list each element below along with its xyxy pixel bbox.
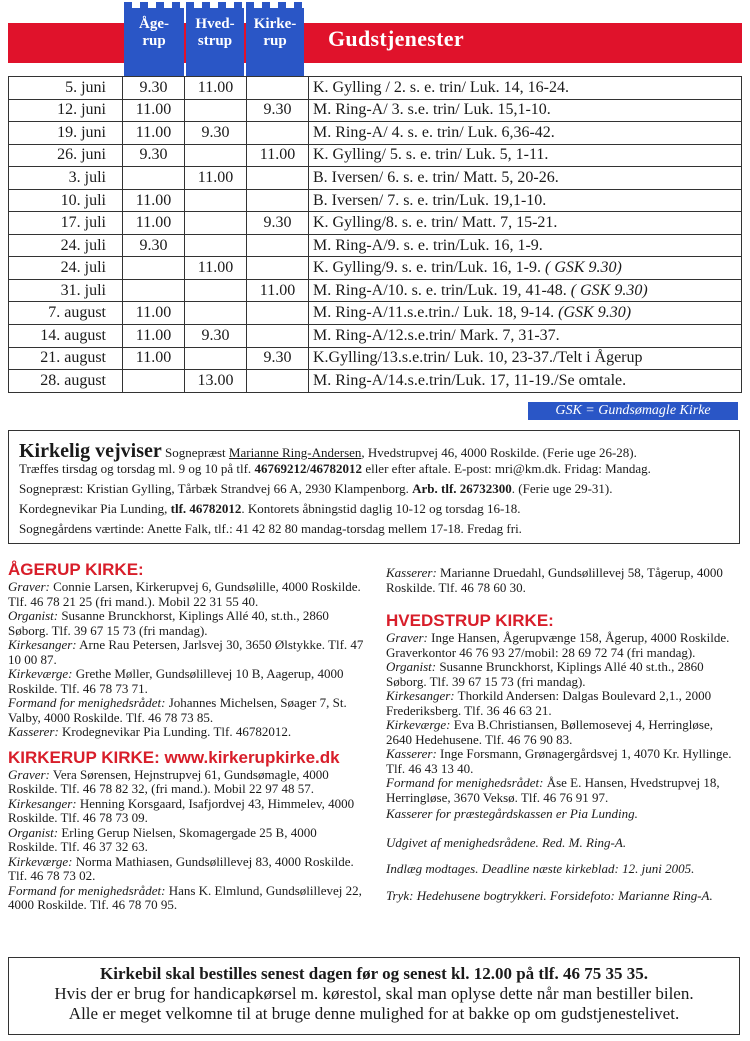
hvedstrup-time xyxy=(185,144,247,167)
footer-line-2: Hvis der er brug for handicapkørsel m. kørestol, skal man oplyse dette når man bestiller bilen. xyxy=(54,984,694,1003)
pastor-name: Marianne Ring-Andersen xyxy=(228,445,362,460)
hvedstrup-extra: Kasserer for præstegårdskassen er Pia Lunding. xyxy=(386,806,638,821)
kirkerup-entry: Formand for menighedsrådet: Hans K. Elmlund, Gundsølillevej 22, 4000 Roskilde. Tlf. 46 78 70 95. xyxy=(8,882,362,912)
hvedstrup-entry: Organist: Susanne Brunckhorst, Kiplings Allé 40 st.th., 2860 Søborg. Tlf. 39 67 15 73 (fri mandag). xyxy=(386,659,704,689)
colophon-indlaeg: Indlæg modtages. Deadline næste kirkeblad: 12. juni 2005. xyxy=(386,861,695,876)
schedule-row xyxy=(9,257,742,280)
schedule-row xyxy=(9,122,742,145)
kirkerup-entries xyxy=(8,768,364,913)
agerup-entry: Kirkeværge: Grethe Møller, Gundsølillevej 10 B, Aagerup, 4000 Roskilde. Tlf. 46 78 73 71. xyxy=(8,666,344,696)
schedule-row xyxy=(9,370,742,393)
service-desc: M. Ring-A/12.s.e.trin/ Mark. 7, 31-37. xyxy=(309,325,742,348)
kirkerup-time xyxy=(247,370,309,393)
agerup-time: 11.00 xyxy=(123,99,185,122)
gsk-note: (GSK 9.30) xyxy=(558,304,632,322)
agerup-entry: Formand for menighedsrådet: Johannes Michelsen, Søager 7, St. Valby, 4000 Roskilde. Tlf. 46 78 73 85. xyxy=(8,695,347,725)
schedule-date: 10. juli xyxy=(9,189,123,212)
schedule-date: 3. juli xyxy=(9,167,123,190)
right-column xyxy=(386,566,742,903)
hvedstrup-entry: Formand for menighedsrådet: Åse E. Hansen, Hvedstrupvej 18, Herringløse, 3670 Veksø. Tlf. 46 76 91 97. xyxy=(386,775,720,805)
vejviser-line-4: Kordegnevikar Pia Lunding, tlf. 46782012. Kontorets åbningstid daglig 10-12 og torsdag 16-18. xyxy=(19,501,521,516)
schedule-date: 21. august xyxy=(9,347,123,370)
schedule-date: 31. juli xyxy=(9,279,123,302)
schedule-date: 26. juni xyxy=(9,144,123,167)
schedule-date: 28. august xyxy=(9,370,123,393)
kirkerup-time xyxy=(247,257,309,280)
service-desc: M. Ring-A/11.s.e.trin./ Luk. 18, 9-14. (GSK 9.30) xyxy=(309,302,742,325)
col-header-agerup: Åge- rup xyxy=(124,8,184,76)
vejviser-line-2: Træffes tirsdag og torsdag ml. 9 og 10 på tlf. 46769212/46782012 eller efter aftale. E-post: mri@km.dk. Fridag: Mandag. xyxy=(19,461,651,476)
agerup-title: ÅGERUP KIRKE: xyxy=(8,560,144,579)
agerup-entry: Kirkesanger: Arne Rau Petersen, Jarlsvej 30, 3650 Ølstykke. Tlf. 47 10 00 87. xyxy=(8,637,364,667)
kirkerup-time xyxy=(247,122,309,145)
agerup-time: 9.30 xyxy=(123,144,185,167)
col-header-hvedstrup: Hved- strup xyxy=(186,8,244,76)
service-desc: K.Gylling/13.s.e.trin/ Luk. 10, 23-37./Telt i Ågerup xyxy=(309,347,742,370)
hvedstrup-time: 9.30 xyxy=(185,325,247,348)
schedule-row xyxy=(9,189,742,212)
schedule-date: 14. august xyxy=(9,325,123,348)
service-desc: K. Gylling/8. s. e. trin/ Matt. 7, 15-21. xyxy=(309,212,742,235)
schedule-row xyxy=(9,99,742,122)
service-desc: M. Ring-A/ 4. s. e. trin/ Luk. 6,36-42. xyxy=(309,122,742,145)
colophon-tryk: Tryk: Hedehusene bogtrykkeri. Forsidefoto: Marianne Ring-A. xyxy=(386,887,713,903)
kirkerup-time: 11.00 xyxy=(247,144,309,167)
hvedstrup-entry: Kasserer: Inge Forsmann, Grønagergårdsvej 1, 4070 Kr. Hyllinge. Tlf. 46 43 13 40. xyxy=(386,746,732,776)
schedule-row xyxy=(9,167,742,190)
kirkerup-time: 11.00 xyxy=(247,279,309,302)
schedule-row xyxy=(9,212,742,235)
agerup-time xyxy=(123,279,185,302)
schedule-date: 24. juli xyxy=(9,257,123,280)
hvedstrup-time xyxy=(185,212,247,235)
kirkerup-time xyxy=(247,77,309,100)
col-header-kirkerup: Kirke- rup xyxy=(246,8,304,76)
kirkerup-time: 9.30 xyxy=(247,212,309,235)
agerup-entry: Kasserer: Krodegnevikar Pia Lunding. Tlf. 46782012. xyxy=(8,724,292,739)
agerup-entries xyxy=(8,580,364,740)
hvedstrup-time xyxy=(185,99,247,122)
vejviser-line-5: Sognegårdens værtinde: Anette Falk, tlf.: 41 42 82 80 mandag-torsdag mellem 17-18. Fredag fri. xyxy=(19,521,522,536)
service-desc: K. Gylling/ 5. s. e. trin/ Luk. 5, 1-11. xyxy=(309,144,742,167)
footer-box xyxy=(8,957,740,1035)
kirkerup-entry: Kirkesanger: Henning Korsgaard, Isafjordvej 43, Himmelev, 4000 Roskilde. Tlf. 46 78 73 09. xyxy=(8,795,355,825)
service-desc: M. Ring-A/14.s.e.trin/Luk. 17, 11-19./Se omtale. xyxy=(309,370,742,393)
kirkerup-entry: Organist: Erling Gerup Nielsen, Skomagergade 25 B, 4000 Roskilde. Tlf. 46 37 32 63. xyxy=(8,824,317,854)
agerup-time: 11.00 xyxy=(123,212,185,235)
kirkerup-time xyxy=(247,302,309,325)
hvedstrup-entries xyxy=(386,631,742,805)
gsk-note: ( GSK 9.30) xyxy=(570,281,648,299)
schedule-row xyxy=(9,302,742,325)
schedule-date: 7. august xyxy=(9,302,123,325)
page-title: Gudstjenester xyxy=(328,26,464,51)
hvedstrup-time xyxy=(185,302,247,325)
kirkerup-time: 9.30 xyxy=(247,99,309,122)
vejviser-heading: Kirkelig vejviser xyxy=(19,440,162,462)
service-desc: B. Iversen/ 6. s. e. trin/ Matt. 5, 20-26. xyxy=(309,167,742,190)
schedule-row xyxy=(9,279,742,302)
schedule-date: 5. juni xyxy=(9,77,123,100)
hvedstrup-time: 11.00 xyxy=(185,167,247,190)
service-desc: K. Gylling/9. s. e. trin/Luk. 16, 1-9. ( GSK 9.30) xyxy=(309,257,742,280)
service-desc: M. Ring-A/10. s. e. trin/Luk. 19, 41-48. ( GSK 9.30) xyxy=(309,279,742,302)
hvedstrup-time: 11.00 xyxy=(185,77,247,100)
schedule-table xyxy=(8,76,742,393)
kirkerup-time xyxy=(247,189,309,212)
agerup-entry: Organist: Susanne Brunckhorst, Kiplings Allé 40, st.th., 2860 Søborg. Tlf. 39 67 15 73 (fri mandag). xyxy=(8,608,329,638)
agerup-time: 11.00 xyxy=(123,302,185,325)
hvedstrup-entry: Graver: Inge Hansen, Ågerupvænge 158, Ågerup, 4000 Roskilde. Graverkontor 46 76 93 27/mobil: 28 69 72 74 (fri mandag). xyxy=(386,630,730,660)
gsk-note: ( GSK 9.30) xyxy=(544,259,622,277)
kirkerup-time xyxy=(247,325,309,348)
hvedstrup-entry: Kirkeværge: Eva B.Christiansen, Bøllemosevej 4, Herringløse, 2640 Hedehusene. Tlf. 46 76 90 83. xyxy=(386,717,713,747)
schedule-date: 24. juli xyxy=(9,234,123,257)
schedule-date: 12. juni xyxy=(9,99,123,122)
schedule-date: 17. juli xyxy=(9,212,123,235)
colophon-udgivet: Udgivet af menighedsrådene. Red. M. Ring-A. xyxy=(386,834,627,850)
hvedstrup-time xyxy=(185,347,247,370)
hvedstrup-time xyxy=(185,189,247,212)
agerup-time xyxy=(123,370,185,393)
agerup-time xyxy=(123,257,185,280)
agerup-time: 9.30 xyxy=(123,77,185,100)
service-desc: M. Ring-A/ 3. s.e. trin/ Luk. 15,1-10. xyxy=(309,99,742,122)
hvedstrup-title: HVEDSTRUP KIRKE: xyxy=(386,611,554,630)
vejviser-line-3: Sognepræst: Kristian Gylling, Tårbæk Strandvej 66 A, 2930 Klampenborg. Arb. tlf. 26732300. (Ferie uge 29-31). xyxy=(19,481,613,496)
agerup-time: 9.30 xyxy=(123,234,185,257)
service-desc: B. Iversen/ 7. s. e. trin/Luk. 19,1-10. xyxy=(309,189,742,212)
hvedstrup-time xyxy=(185,279,247,302)
service-desc: M. Ring-A/9. s. e. trin/Luk. 16, 1-9. xyxy=(309,234,742,257)
agerup-time xyxy=(123,167,185,190)
schedule-row xyxy=(9,325,742,348)
schedule-row xyxy=(9,347,742,370)
vejviser-box xyxy=(8,430,740,544)
hvedstrup-time: 13.00 xyxy=(185,370,247,393)
schedule-row xyxy=(9,77,742,100)
service-desc: K. Gylling / 2. s. e. trin/ Luk. 14, 16-24. xyxy=(309,77,742,100)
kirkerup-time xyxy=(247,167,309,190)
agerup-time: 11.00 xyxy=(123,122,185,145)
kirkerup-time: 9.30 xyxy=(247,347,309,370)
left-column xyxy=(8,560,364,913)
hvedstrup-entry: Kirkesanger: Thorkild Andersen: Dalgas Boulevard 2,1., 2000 Frederiksberg. Tlf. 36 46 63 21. xyxy=(386,688,712,718)
schedule-date: 19. juni xyxy=(9,122,123,145)
kirkerup-time xyxy=(247,234,309,257)
kirkerup-entry: Kirkeværge: Norma Mathiasen, Gundsølillevej 83, 4000 Roskilde. Tlf. 46 78 73 02. xyxy=(8,853,354,883)
schedule-row xyxy=(9,234,742,257)
agerup-entry: Graver: Connie Larsen, Kirkerupvej 6, Gundsølille, 4000 Roskilde. Tlf. 46 78 21 25 (fri mand.). Mobil 22 31 55 40. xyxy=(8,579,361,609)
hvedstrup-time xyxy=(185,234,247,257)
hvedstrup-time: 9.30 xyxy=(185,122,247,145)
vejviser-line-1: Kirkelig vejviser Sognepræst Marianne Ring-Andersen, Hvedstrupvej 46, 4000 Roskilde. (Ferie uge 26-28). xyxy=(19,440,637,462)
agerup-time: 11.00 xyxy=(123,189,185,212)
schedule-row xyxy=(9,144,742,167)
kirkerup-title: KIRKERUP KIRKE: www.kirkerupkirke.dk xyxy=(8,747,340,767)
agerup-time: 11.00 xyxy=(123,325,185,348)
kirkerup-kasserer: Kasserer: Marianne Druedahl, Gundsølillevej 58, Tågerup, 4000 Roskilde. Tlf. 46 78 60 30. xyxy=(386,565,723,595)
footer-line-3: Alle er meget velkomne til at bruge denne mulighed for at bakke op om gudstjenestelivet. xyxy=(68,1004,680,1023)
agerup-time: 11.00 xyxy=(123,347,185,370)
gsk-legend: GSK = Gundsømagle Kirke xyxy=(528,402,738,420)
footer-line-1: Kirkebil skal bestilles senest dagen før og senest kl. 12.00 på tlf. 46 75 35 35. xyxy=(100,964,648,983)
hvedstrup-time: 11.00 xyxy=(185,257,247,280)
kirkerup-entry: Graver: Vera Sørensen, Hejnstrupvej 61, Gundsømagle, 4000 Roskilde. Tlf. 46 78 82 32, (fri mand.). Mobil 22 97 48 57. xyxy=(8,766,329,796)
